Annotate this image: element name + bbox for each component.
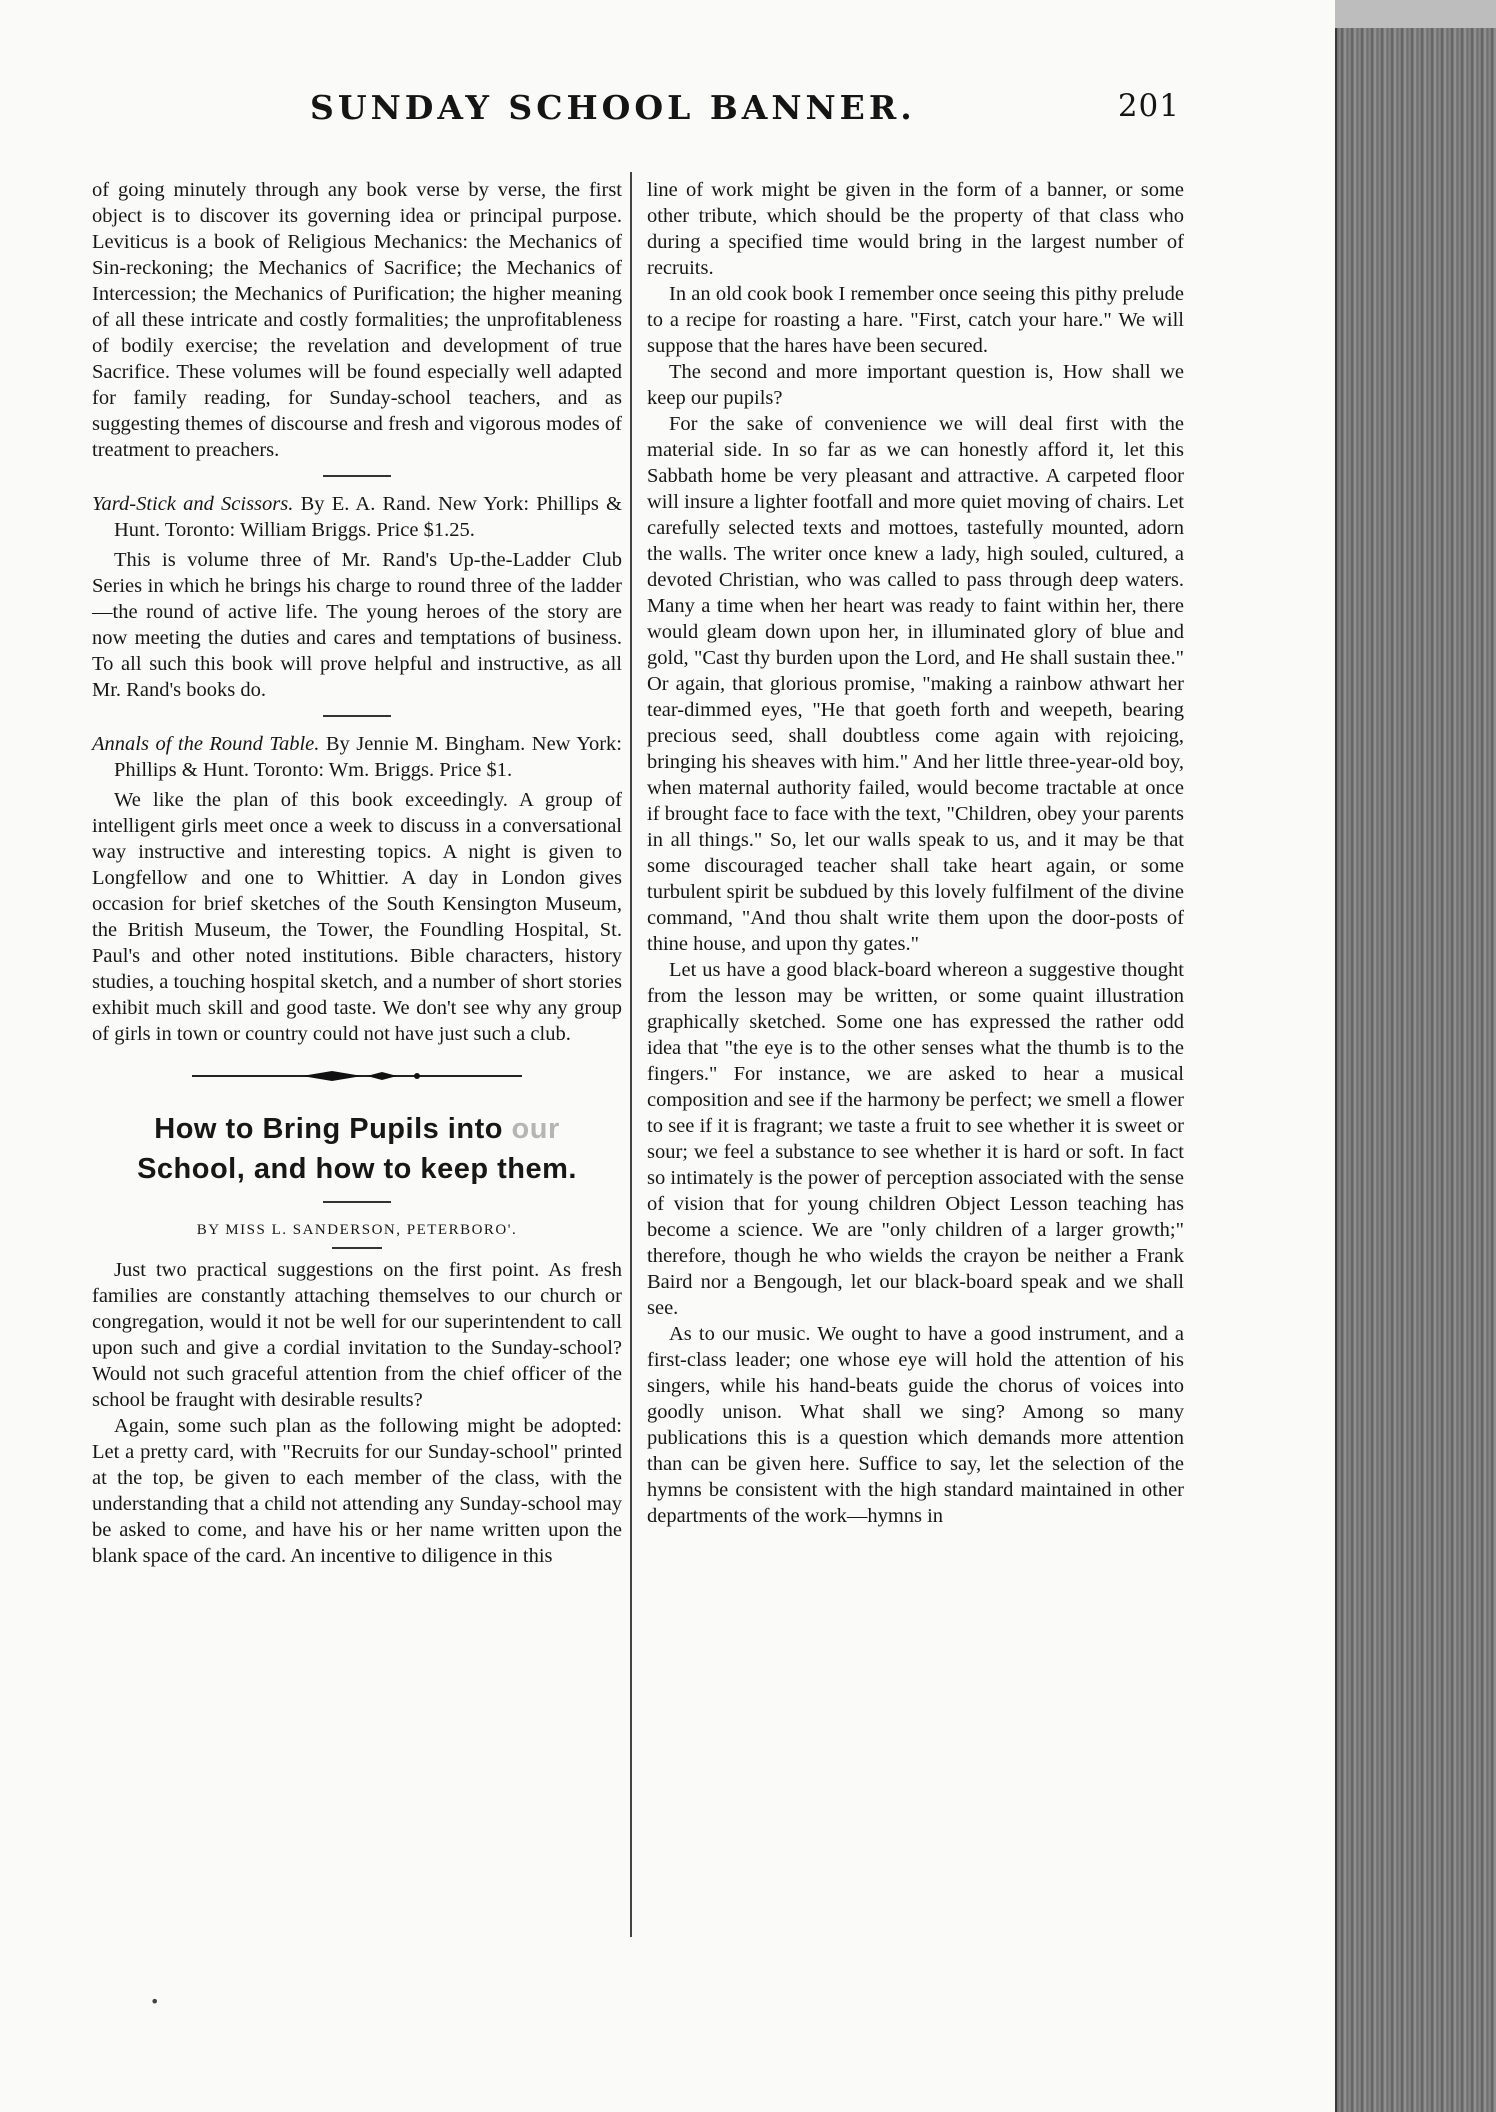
paragraph: of going minutely through any book verse by verse, the first object is to discover its governing idea or principal purpose. Leviticus is a book of Religious Mechanics: the Mechanics of Sin-reckoning; the Mechanics of Sacrifice; the Mechanics of Intercession; the Mechanics of Purification; the higher meaning of all these intricate and costly formalities; the unprofitableness of bodily exercise; the revelation and development of true Sacrifice. These volumes will be found especially well adapted for family reading, for Sunday-school teachers, and as suggesting themes of discourse and fresh and vigorous modes of treatment to preachers. [92, 179, 622, 461]
ornament-divider-icon [192, 1070, 522, 1082]
paragraph: As to our music. We ought to have a good instrument, and a first-class leader; one whose eye will hold the attention of his singers, while his hand-beats guide the chorus of voices into goodly unison. What shall we sing? Among so many publications this is a question which demands more attention than can be given here. Suffice to say, let the selection of the hymns be consistent with the high standard maintained in other departments of the work—hymns in [647, 1323, 1184, 1527]
paragraph: line of work might be given in the form of a banner, or some other tribute, which should be the property of that class who during a specified time would bring in the largest number of recruits. [647, 179, 1184, 279]
paragraph: We like the plan of this book exceedingly. A group of intelligent girls meet once a week to discuss in a conversational way instructive and interesting topics. A night is given to Longfellow and one to Whittier. A day in London gives occasion for brief sketches of the South Kensington Museum, the British Museum, the Tower, the Foundling Hospital, St. Paul's and other noted institutions. Bible characters, history studies, a touching hospital sketch, and a number of short stories exhibit much skill and good taste. We don't see why any group of girls in town or country could not have just such a club. [92, 789, 622, 1045]
magazine-title: SUNDAY SCHOOL BANNER. [310, 88, 916, 127]
paragraph: The second and more important question is, How shall we keep our pupils? [647, 361, 1184, 409]
book-top-edge [1335, 0, 1496, 28]
book-title: Yard-Stick and Scissors. [92, 493, 294, 515]
paragraph: Just two practical suggestions on the first point. As fresh families are constantly attaching themselves to our church or congregation, would it not be well for our superintendent to call upon such and give a cordial invitation to the Sunday-school? Would not such graceful attention from the chief officer of the school be fraught with desirable results? [92, 1259, 622, 1411]
book-title: Annals of the Round Table. [92, 733, 320, 755]
section-rule [323, 475, 391, 477]
page-number: 201 [1117, 88, 1180, 124]
book-publication: By Jennie M. Bingham. New York: Phillips & Hunt. Toronto: Wm. Briggs. Price $1. [114, 733, 622, 781]
paragraph: For the sake of convenience we will deal first with the material side. In so far as we can honestly afford it, let this Sabbath home be very pleasant and attractive. A carpeted floor will insure a lighter footfall and more quiet moving of chairs. Let carefully selected texts and mottoes, tastefully mounted, adorn the walls. The writer once knew a lady, high souled, cultured, a devoted Christian, who was called to pass through deep waters. Many a time when her heart was ready to faint within her, there would gleam down upon her, in illuminated glory of blue and gold, "Cast thy burden upon the Lord, and He shall sustain thee." Or again, that glorious promise, "making a rainbow athwart her tear-dimmed eyes, "He that goeth forth and weepeth, bearing precious seed, shall doubtless come again with rejoicing, bringing his sheaves with him." And her little three-year-old boy, when maternal authority failed, would become tractable at once if brought face to face with the text, "Children, obey your parents in all things." So, let our walls speak to us, and it may be that some discouraged teacher shall take heart again, or some turbulent spirit be subdued by this lovely fulfilment of the divine command, "And thou shalt write them upon the door-posts of thine house, and upon thy gates." [647, 413, 1184, 955]
book-publication: By E. A. Rand. New York: Phillips & Hunt. Toronto: William Briggs. Price $1.25. [114, 493, 623, 541]
article-title: How to Bring Pupils into our School, and how to keep them. [137, 1113, 577, 1185]
paragraph: Let us have a good black-board whereon a suggestive thought from the lesson may be written, or some quaint illustration graphically sketched. Some one has expressed the rather odd idea that "the eye is to the other senses what the thumb is to the fingers." For instance, we are asked to hear a musical composition and see if the harmony be perfect; we smell a flower to see if it is fragrant; we taste a fruit to see whether it is sweet or sour; we feel a substance to see whether it is hard or soft. In fact so intimately is the power of perception associated with the sense of vision that for young children Object Lesson teaching has become a science. We are "only children of a larger growth;" therefore, though he who wields the crayon be neither a Frank Baird nor a Bengough, let our black-board speak and we shall see. [647, 959, 1184, 1319]
book-notice [92, 491, 622, 543]
paragraph: In an old cook book I remember once seeing this pithy prelude to a recipe for roasting a hare. "First, catch your hare." We will suppose that the hares have been secured. [647, 283, 1184, 357]
page-mark: • [150, 1992, 160, 2011]
section-rule [323, 1201, 391, 1203]
column-divider [630, 172, 632, 1937]
left-column [92, 177, 622, 1569]
running-header [300, 88, 1180, 138]
section-rule [332, 1247, 382, 1249]
byline: BY MISS L. SANDERSON, PETERBORO'. [196, 1222, 518, 1238]
ornament-divider [92, 1063, 622, 1089]
right-column [647, 177, 1184, 1529]
paragraph: This is volume three of Mr. Rand's Up-the-Ladder Club Series in which he brings his charge to round three of the ladder—the round of active life. The young heroes of the story are now meeting the duties and cares and temptations of business. To all such this book will prove helpful and instructive, as all Mr. Rand's books do. [92, 549, 622, 701]
book-notice [92, 731, 622, 783]
section-rule [323, 715, 391, 717]
paragraph: Again, some such plan as the following might be adopted: Let a pretty card, with "Recruits for our Sunday-school" printed at the top, be given to each member of the class, with the understanding that a child not attending any Sunday-school may be asked to come, and have his or her name written upon the blank space of the card. An incentive to diligence in this [92, 1415, 622, 1567]
book-page-edges [1335, 0, 1496, 2112]
